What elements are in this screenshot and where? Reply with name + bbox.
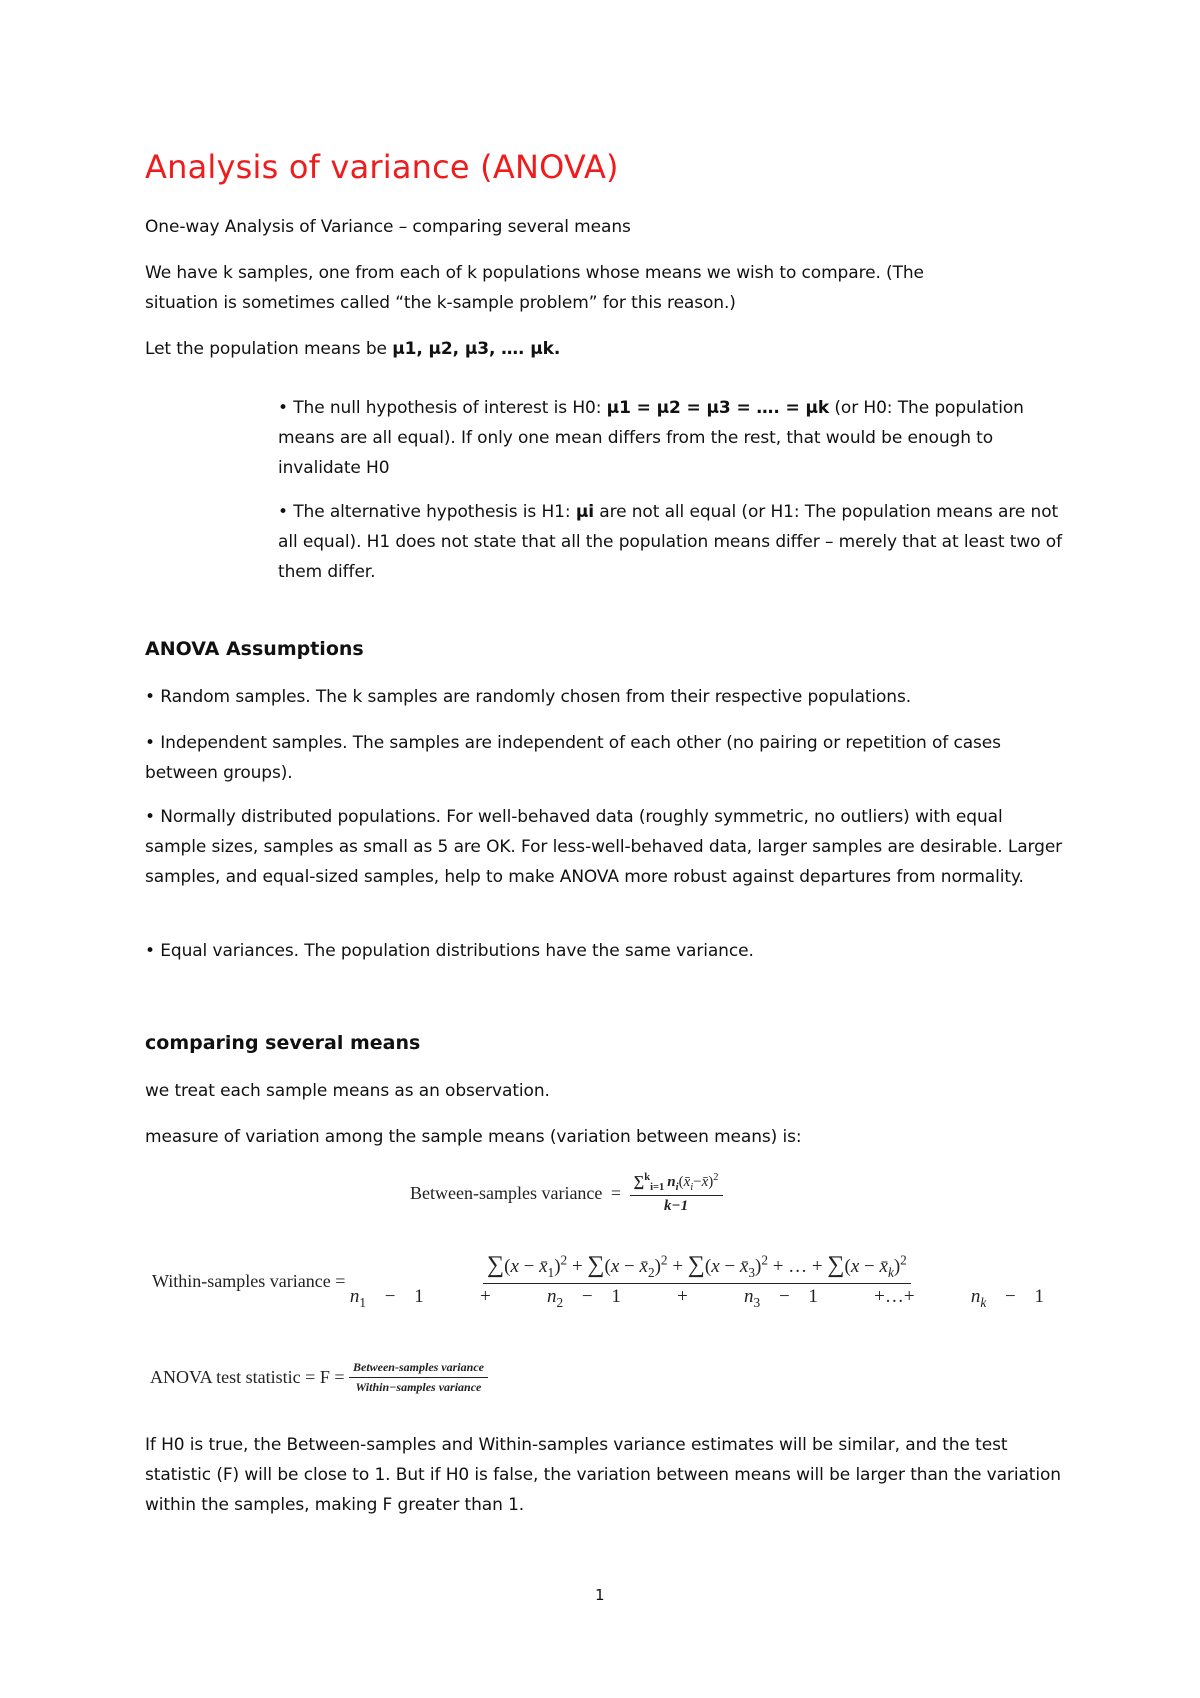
population-means-symbols: μ1, μ2, μ3, …. μk.	[392, 339, 561, 359]
within-samples-denominator: $n_1 - 1 + n_2 - 1 + n_3 - 1$ +…+ $n_k - 1$	[349, 1285, 1044, 1310]
within-samples-label: Within-samples variance =	[152, 1270, 346, 1291]
population-means-prefix: Let the population means be	[145, 339, 393, 359]
bullet: •	[278, 502, 288, 522]
null-hypothesis: • The null hypothesis of interest is H0: μ1 = μ2 = μ3 = …. = μk (or H0: The population means are all equal). If only one mean differs from the rest, that would be enough to invalidate H0	[278, 398, 1024, 478]
anova-statistic-formula	[150, 1360, 488, 1395]
assumption-random-samples: • Random samples. The k samples are randomly chosen from their respective populations.	[145, 687, 912, 707]
comparing-line-1: we treat each sample means as an observation.	[145, 1081, 550, 1101]
subtitle: One-way Analysis of Variance – comparing several means	[145, 217, 631, 237]
intro-line-1: We have k samples, one from each of k populations whose means we wish to compare. (The	[145, 263, 924, 283]
between-samples-formula: Between-samples variance = $\frac{\sum^k_{i=1} n_i(x̄_i-x̄)^2}{k-1}$	[410, 1172, 723, 1215]
page-number: 1	[595, 1586, 605, 1604]
alternative-hypothesis: • The alternative hypothesis is H1: μi are not all equal (or H1: The population means are not all equal). H1 does not state that all the population means differ – merely that at least two of them differ.	[278, 502, 1062, 582]
within-samples-formula	[152, 1252, 1044, 1311]
between-samples-numerator: ∑$^k_{i=1}$ $n_i(x̄_i-x̄)^2$	[630, 1172, 723, 1196]
assumption-normality: • Normally distributed populations. For well-behaved data (roughly symmetric, no outliers) with equal sample sizes, samples as small as 5 are OK. For less-well-behaved data, larger samples are desirable. Larger samples, and equal-sized samples, help to make ANOVA more robust against departures from normality.	[145, 807, 1063, 887]
assumptions-heading: ANOVA Assumptions	[145, 638, 364, 660]
comparing-heading: comparing several means	[145, 1032, 421, 1054]
conclusion-paragraph: If H0 is true, the Between-samples and Within-samples variance estimates will be similar, and the test statistic (F) will be close to 1. But if H0 is false, the variation between means will be larger than the variation within the samples, making F greater than 1.	[145, 1435, 1061, 1515]
anova-denominator: Within−samples variance	[355, 1380, 482, 1394]
between-samples-label: Between-samples variance	[410, 1183, 603, 1203]
within-samples-fraction	[350, 1252, 1044, 1311]
population-means	[145, 334, 560, 364]
between-samples-denominator: k−1	[664, 1198, 689, 1214]
assumption-equal-variances: • Equal variances. The population distributions have the same variance.	[145, 941, 754, 961]
within-samples-numerator: $\sum(x - x̄_1)^2 + \sum(x$ − $x̄_2)^2 + \sum(x$ − $x̄_3)^2$ + … + $\sum(x - x̄_k)^2$	[483, 1252, 911, 1284]
bullet: •	[278, 398, 288, 418]
page-title: Analysis of variance (ANOVA)	[145, 148, 619, 186]
anova-statistic-label: ANOVA test statistic = F =	[150, 1367, 345, 1387]
anova-fraction	[349, 1360, 488, 1395]
comparing-line-2: measure of variation among the sample means (variation between means) is:	[145, 1127, 802, 1147]
anova-numerator: Between-samples variance	[349, 1360, 488, 1378]
alternative-hypothesis-symbol: μi	[575, 502, 594, 522]
assumption-independent-samples: • Independent samples. The samples are independent of each other (no pairing or repetition of cases between groups).	[145, 733, 1001, 783]
between-samples-fraction	[630, 1172, 723, 1215]
intro-line-2: situation is sometimes called “the k-sample problem” for this reason.)	[145, 293, 736, 313]
null-hypothesis-equation: μ1 = μ2 = μ3 = …. = μk	[606, 398, 830, 418]
